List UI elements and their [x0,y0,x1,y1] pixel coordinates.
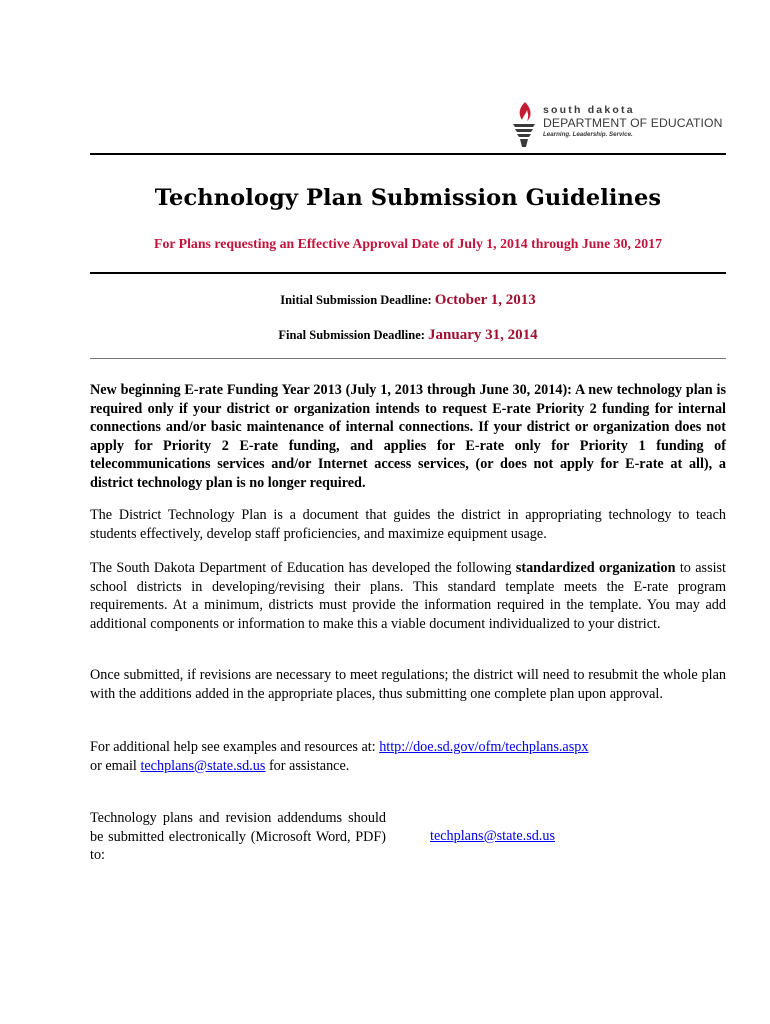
template-paragraph [90,559,726,633]
final-deadline-label: Final Submission Deadline: [278,328,425,342]
revisions-paragraph: Once submitted, if revisions are necessary to meet regulations; the district will need to resubmit the whole plan with the additions added in the appropriate places, thus submitting one complete plan upon approval. [90,667,726,702]
final-deadline [0,327,770,344]
submission-paragraph: Technology plans and revision addendums should be submitted electronically (Microsoft Word, PDF) to: [90,810,386,864]
page-title: Technology Plan Submission Guidelines [154,185,662,211]
logo-tagline: Learning. Leadership. Service. [543,131,633,138]
help-paragraph [90,738,726,775]
deadline-divider [90,358,726,359]
sd-doe-logo [505,100,735,150]
template-text-a: The South Dakota Department of Education has developed the following [90,560,516,576]
help-text-c: for assistance. [265,757,350,774]
torch-logo-icon [505,100,541,150]
logo-department-name: DEPARTMENT OF EDUCATION [543,116,723,130]
initial-deadline [0,292,770,309]
submission-email-link[interactable]: techplans@state.sd.us [430,828,555,844]
techplans-url-link[interactable]: http://doe.sd.gov/ofm/techplans.aspx [379,739,589,755]
erate-notice-paragraph: New beginning E-rate Funding Year 2013 (July 1, 2013 through June 30, 2014): A new technology plan is required only if your district or organization intends to request E-rate Priority 2 funding for internal connections and/or basic maintenance of internal connections. If your district or organization does not apply for Priority 2 E-rate funding, and applies for E-rate only for Priority 1 funding of telecommunications services and/or Internet access services, (or does not apply for E-rate at all), a district technology plan is no longer required. [90,382,726,491]
help-text-b: or email [90,757,141,774]
page-subtitle: For Plans requesting an Effective Approval Date of July 1, 2014 through June 30, 2017 [154,236,662,251]
template-text-b: to assist school districts in developing/revising their plans. This standard template meets the E-rate program requirements. At a minimum, districts must provide the information required in the template. You may add additional components or information to make this a viable document individualized to your district. [90,560,726,632]
standardized-organization-text: standardized organization [515,560,676,576]
techplans-email-link[interactable]: techplans@state.sd.us [140,757,266,774]
header-divider [90,153,726,155]
initial-deadline-label: Initial Submission Deadline: [280,293,432,307]
final-deadline-date: January 31, 2014 [428,327,538,343]
subtitle-divider [90,272,726,274]
logo-state-name: south dakota [543,104,635,116]
help-text-a: For additional help see examples and resources at: [90,739,380,755]
logo-wordmark [543,105,722,139]
plan-purpose-paragraph: The District Technology Plan is a document that guides the district in appropriating technology to teach students effectively, develop staff proficiencies, and maximize equipment usage. [90,507,726,542]
initial-deadline-date: October 1, 2013 [434,292,536,308]
